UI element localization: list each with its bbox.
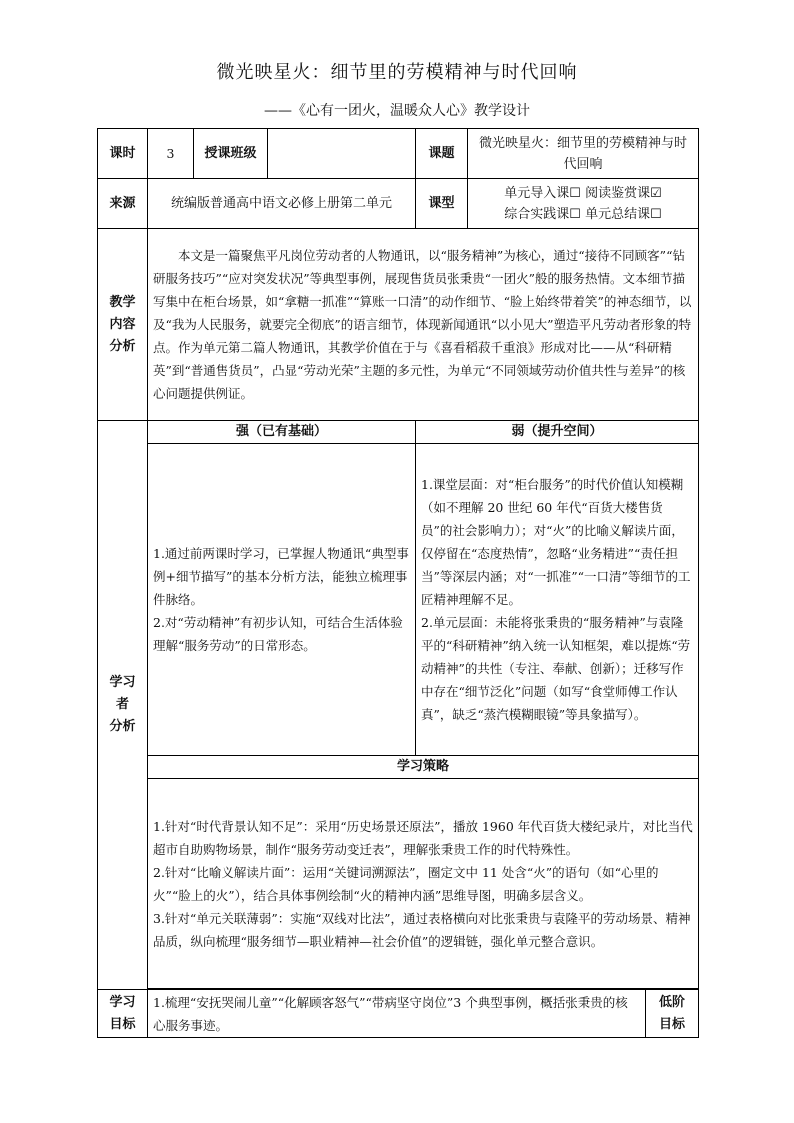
strategy-item: 2.针对“比喻义解读片面”：运用“关键词溯源法”，圈定文中 11 处含“火”的语句（如“心里的火”“脸上的火”），结合具体事例绘制“火的精神内涵”思维导图，明确多层含义。 <box>153 864 659 903</box>
content-label-line-2: 内容 <box>109 316 136 332</box>
goal-level-line-2: 目标 <box>659 1016 686 1032</box>
lesson-plan-table <box>97 128 699 1038</box>
content-analysis-text: 本文是一篇聚焦平凡岗位劳动者的人物通讯，以“服务精神”为核心，通过“接待不同顾客”“钻研服务技巧”“应对突发状况”等典型事例，展现售货员张秉贵“一团火”般的服务热情。文本细节描写集中在柜台场景，如“拿糖一抓准”“算账一口清”的动作细节、“脸上始终带着笑”的神态细节，以及“我为人民服务，就要完全彻底”的语言细节，体现新闻通讯“以小见大”塑造平凡劳动者形象的特点。作为单元第二篇人物通讯，其教学价值在于与《喜看稻菽千重浪》形成对比——从“科研精英”到“普通售货员”，凸显“劳动光荣”主题的多元性，为单元“不同领域劳动价值共性与差异”的核心问题提供例证。 <box>148 229 699 421</box>
weak-item: 1.课堂层面：对“柜台服务”的时代价值认知模糊（如不理解 20 世纪 60 年代“百货大楼售货员”的社会影响力）；对“火”的比喻义解读片面，仅停留在“态度热情”，忽略“业务精进”“责任担当”等深层内涵；对“一抓准”“一口清”等细节的工匠精神理解不足。 <box>421 477 691 607</box>
lesson-value: 3 <box>148 129 194 179</box>
strategy-item: 3.针对“单元关联薄弱”：实施“双线对比法”，通过表格横向对比张秉贵与袁隆平的劳动场景、精神品质，纵向梳理“服务细节—职业精神—社会价值”的逻辑链，强化单元整合意识。 <box>153 910 691 949</box>
weak-points <box>416 444 699 756</box>
learning-goal-text: 1.梳理“安抚哭闹儿童”“化解顾客怒气”“带病坚守岗位”3 个典型事例，概括张秉贵的核心服务事迹。 <box>148 990 646 1038</box>
strategy-item: 1.针对“时代背景认知不足”：采用“历史场景还原法”，播放 1960 年代百货大楼纪录片，对比当代超市自助购物场景，制作“服务劳动变迁表”，理解张秉贵工作的时代特殊性。 <box>153 818 693 857</box>
strategy-header: 学习策略 <box>148 756 699 779</box>
source-label: 来源 <box>98 179 148 229</box>
strong-item: 1.通过前两课时学习，已掌握人物通讯“典型事例+细节描写”的基本分析方法，能独立梳理事件脉络。 <box>153 546 409 607</box>
strong-points <box>148 444 416 756</box>
weak-header: 弱（提升空间） <box>416 421 699 444</box>
course-type-line-1: 单元导入课☐ 阅读鉴赏课☑ <box>504 185 662 201</box>
learner-label-line-3: 分析 <box>109 719 136 734</box>
class-value <box>268 129 416 179</box>
learner-label-line-2: 者 <box>115 697 129 712</box>
topic-value: 微光映星火：细节里的劳模精神与时代回响 <box>468 129 699 179</box>
learner-label-line-1: 学习 <box>109 675 136 690</box>
course-type-options <box>468 179 699 229</box>
content-label-line-3: 分析 <box>109 338 136 354</box>
learning-goal-label <box>98 990 148 1038</box>
document-subtitle: ——《心有一团火，温暖众人心》教学设计 <box>264 103 530 119</box>
course-type-line-2: 综合实践课☐ 单元总结课☐ <box>504 206 662 222</box>
strong-header: 强（已有基础） <box>148 421 416 444</box>
learner-analysis-label <box>98 421 148 990</box>
goal-label-line-1: 学习 <box>109 994 136 1010</box>
topic-label: 课题 <box>416 129 468 179</box>
class-label: 授课班级 <box>194 129 268 179</box>
weak-item: 2.单元层面：未能将张秉贵的“服务精神”与袁隆平的“科研精神”纳入统一认知框架，难以提炼“劳动精神”的共性（专注、奉献、创新）；迁移写作中存在“细节泛化”问题（如写“食堂师傅工作认真”，缺乏“蒸汽模糊眼镜”等具象描写）。 <box>421 615 691 722</box>
source-value: 统编版普通高中语文必修上册第二单元 <box>148 179 416 229</box>
goal-level-line-1: 低阶 <box>659 994 686 1010</box>
content-analysis-label <box>98 229 148 421</box>
type-label: 课型 <box>416 179 468 229</box>
lesson-label: 课时 <box>98 129 148 179</box>
content-label-line-1: 教学 <box>109 294 136 310</box>
learning-strategies <box>148 779 699 989</box>
strong-item: 2.对“劳动精神”有初步认知，可结合生活体验理解“服务劳动”的日常形态。 <box>153 615 403 653</box>
document-title: 微光映星火：细节里的劳模精神与时代回响 <box>216 62 578 83</box>
goal-level <box>646 990 699 1038</box>
goal-label-line-2: 目标 <box>109 1016 136 1032</box>
